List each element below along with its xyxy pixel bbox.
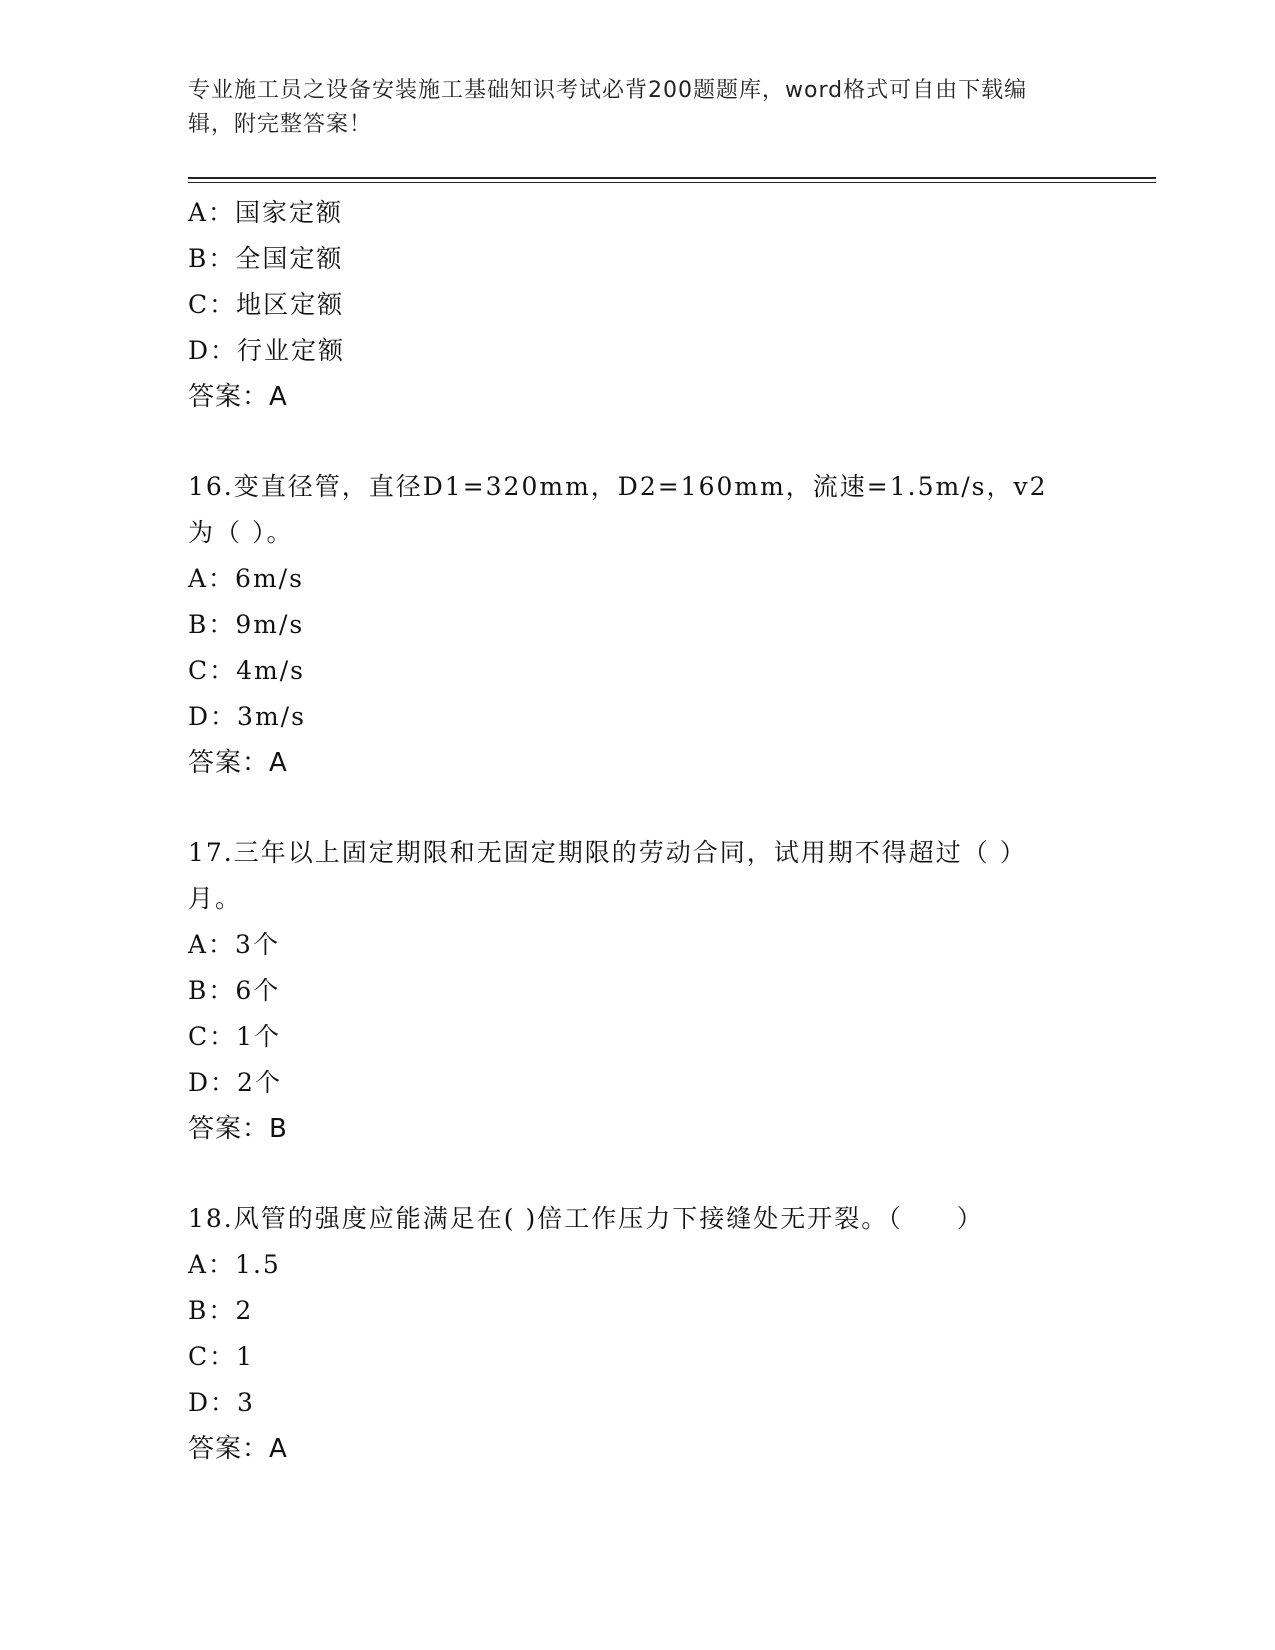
- option-c: C：1个: [188, 1022, 282, 1051]
- option-b: B：全国定额: [188, 244, 344, 273]
- question-text: 18.风管的强度应能满足在( )倍工作压力下接缝处无开裂。（ ）: [188, 1204, 984, 1233]
- question-15: [188, 190, 1088, 420]
- question-18: [188, 1196, 1088, 1472]
- option-a: A：3个: [188, 930, 280, 959]
- document-header: 专业施工员之设备安装施工基础知识考试必背200题题库，word格式可自由下载编辑，附完整答案！: [188, 78, 1028, 137]
- option-d: D：3: [188, 1388, 255, 1417]
- header-divider-thin: [188, 182, 1156, 183]
- option-a: A：1.5: [188, 1250, 281, 1279]
- question-16: [188, 464, 1088, 786]
- option-b: B：2: [188, 1296, 254, 1325]
- option-d: D：行业定额: [188, 336, 346, 365]
- answer: 答案：B: [188, 1114, 288, 1144]
- option-d: D：2个: [188, 1068, 282, 1097]
- question-text: 17.三年以上固定期限和无固定期限的劳动合同，试用期不得超过（ ）月。: [188, 838, 1027, 913]
- question-17: [188, 830, 1088, 1152]
- option-d: D：3m/s: [188, 702, 306, 731]
- option-c: C：1: [188, 1342, 255, 1371]
- option-a: A：6m/s: [188, 564, 304, 593]
- question-text: 16.变直径管，直径D1=320mm，D2=160mm，流速=1.5m/s，v2为（ ）。: [188, 472, 1048, 547]
- option-c: C：地区定额: [188, 290, 345, 319]
- option-c: C：4m/s: [188, 656, 305, 685]
- answer: 答案：A: [188, 1434, 288, 1464]
- answer: 答案：A: [188, 382, 288, 412]
- option-b: B：9m/s: [188, 610, 305, 639]
- option-a: A：国家定额: [188, 198, 344, 227]
- question-list: [188, 190, 1088, 1472]
- header-divider: [188, 177, 1156, 179]
- option-b: B：6个: [188, 976, 281, 1005]
- answer: 答案：A: [188, 748, 288, 778]
